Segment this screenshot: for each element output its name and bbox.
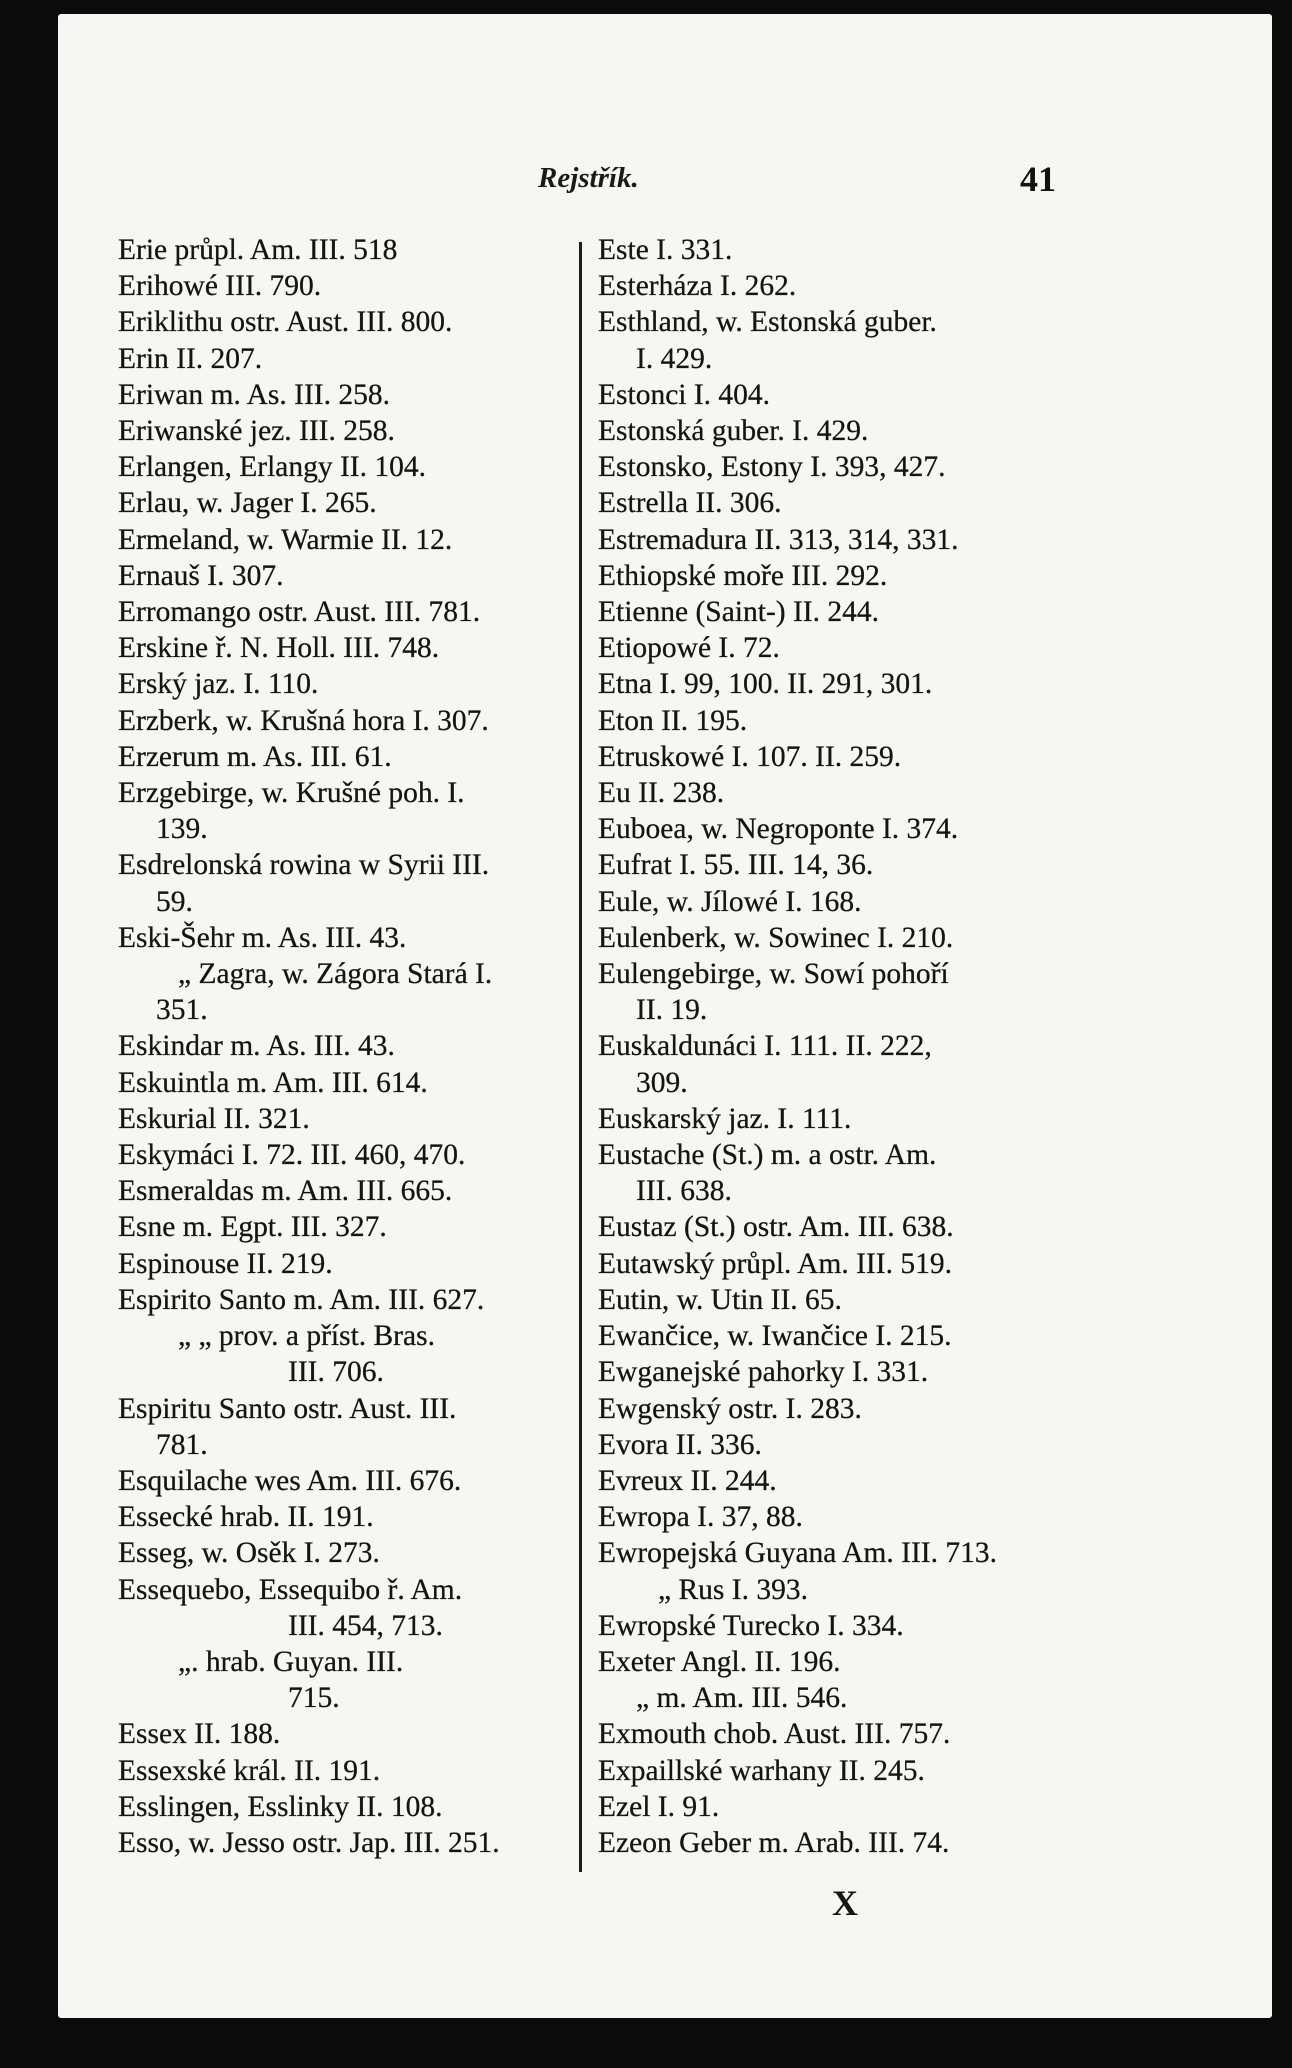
index-entry: Eustache (St.) m. a ostr. Am. [598,1139,937,1172]
index-entry: Etiopowé I. 72. [598,632,780,665]
index-entry: Erlangen, Erlangy II. 104. [118,451,427,484]
index-entry-continuation: II. 19. [636,994,708,1027]
index-entry: Estrella II. 306. [598,487,782,520]
index-entry: Eufrat I. 55. III. 14, 36. [598,849,874,882]
index-entry: Ezel I. 91. [598,1790,720,1823]
index-entry: Erský jaz. I. 110. [118,668,319,701]
index-subentry: „ Zagra, w. Zágora Stará I. [178,958,493,991]
index-entry: Euskarský jaz. I. 111. [598,1102,852,1135]
index-entry: Erihowé III. 790. [118,270,322,303]
index-entry: Evora II. 336. [598,1428,762,1461]
index-entry: Eustaz (St.) ostr. Am. III. 638. [598,1211,954,1244]
index-entry: Eutin, w. Utin II. 65. [598,1283,842,1316]
index-entry: Eriklithu ostr. Aust. III. 800. [118,306,453,339]
index-subentry: „ m. Am. III. 546. [636,1682,848,1715]
index-entry: Essexské král. II. 191. [118,1754,381,1787]
index-entry-continuation: 139. [156,813,208,846]
index-entry: Ewropa I. 37, 88. [598,1501,803,1534]
index-entry: Eskymáci I. 72. III. 460, 470. [118,1139,466,1172]
index-entry-continuation: III. 638. [636,1175,732,1208]
index-entry: Essex II. 188. [118,1718,281,1751]
index-entry: Eulengebirge, w. Sowí pohoří [598,958,949,991]
index-entry: Estonci I. 404. [598,378,771,411]
index-entry: Esquilache wes Am. III. 676. [118,1464,462,1497]
index-entry: Esterháza I. 262. [598,270,797,303]
index-entry: Expaillské warhany II. 245. [598,1754,925,1787]
index-entry: Essecké hrab. II. 191. [118,1501,374,1534]
index-entry: Eskindar m. As. III. 43. [118,1030,395,1063]
index-entry-continuation: I. 429. [636,342,713,375]
page-number: 41 [1020,159,1056,199]
index-entry: Ernauš I. 307. [118,559,284,592]
index-entry: Etienne (Saint-) II. 244. [598,596,879,629]
index-entry: Erzerum m. As. III. 61. [118,740,392,773]
index-entry-continuation: 715. [288,1682,340,1715]
index-entry: Evreux II. 244. [598,1464,777,1497]
index-entry: Erin II. 207. [118,342,263,375]
index-entry: Esseg, w. Osěk I. 273. [118,1537,380,1570]
index-entry: Ethiopské moře III. 292. [598,559,888,592]
index-entry: Ewgenský ostr. I. 283. [598,1392,862,1425]
column-divider [579,242,582,1872]
index-entry-continuation: 309. [636,1066,688,1099]
index-entry: Ermeland, w. Warmie II. 12. [118,523,453,556]
page-header [58,159,1272,212]
index-entry: Exmouth chob. Aust. III. 757. [598,1718,951,1751]
index-entry: Esso, w. Jesso ostr. Jap. III. 251. [118,1826,500,1859]
running-title: Rejstřík. [538,162,639,194]
index-subentry: „ Rus I. 393. [658,1573,808,1606]
index-entry: Erzberk, w. Krušná hora I. 307. [118,704,489,737]
index-column-left [118,232,638,1861]
index-entry: Eulenberk, w. Sowinec I. 210. [598,921,954,954]
index-entry: Eule, w. Jílowé I. 168. [598,885,862,918]
index-entry: Essequebo, Essequibo ř. Am. [118,1573,463,1606]
index-entry: Esmeraldas m. Am. III. 665. [118,1175,453,1208]
index-entry: Estonská guber. I. 429. [598,415,869,448]
index-entry: Etna I. 99, 100. II. 291, 301. [598,668,933,701]
index-entry: Erskine ř. N. Holl. III. 748. [118,632,440,665]
index-entry: Eriwanské jez. III. 258. [118,415,395,448]
index-entry: Espiritu Santo ostr. Aust. III. [118,1392,457,1425]
index-entry: Ewganejské pahorky I. 331. [598,1356,929,1389]
index-entry: Este I. 331. [598,234,733,266]
index-entry: Eton II. 195. [598,704,748,737]
index-entry: Erromango ostr. Aust. III. 781. [118,596,481,629]
index-entry: Esthland, w. Estonská guber. [598,306,937,339]
index-entry-continuation: III. 706. [288,1356,384,1389]
index-entry: Esslingen, Esslinky II. 108. [118,1790,443,1823]
index-entry: Eskurial II. 321. [118,1102,310,1135]
index-entry: Etruskowé I. 107. II. 259. [598,740,902,773]
index-entry-continuation: 781. [156,1428,208,1461]
index-entry: Estremadura II. 313, 314, 331. [598,523,959,556]
index-entry: Espirito Santo m. Am. III. 627. [118,1283,485,1316]
index-entry: Estonsko, Estony I. 393, 427. [598,451,946,484]
book-page [58,14,1272,2018]
index-entry-continuation: 351. [156,994,208,1027]
index-entry: Ewropejská Guyana Am. III. 713. [598,1537,997,1570]
index-entry: Espinouse II. 219. [118,1247,333,1280]
index-entry: Eu II. 238. [598,777,725,810]
index-entry-continuation: 59. [156,885,193,918]
index-entry: Ewančice, w. Iwančice I. 215. [598,1320,952,1353]
index-entry: Eutawský průpl. Am. III. 519. [598,1247,952,1280]
index-entry: Eriwan m. As. III. 258. [118,378,391,411]
index-entry-continuation: III. 454, 713. [288,1609,443,1642]
index-entry: Esdrelonská rowina w Syrii III. [118,849,490,882]
signature-mark: X [832,1883,858,1923]
index-entry: Erzgebirge, w. Krušné poh. I. [118,777,465,810]
index-entry: Esne m. Egpt. III. 327. [118,1211,387,1244]
index-subentry: „. hrab. Guyan. III. [178,1645,404,1678]
index-column-right [598,232,1118,1861]
index-entry: Eski-Šehr m. As. III. 43. [118,921,407,954]
index-entry: Ezeon Geber m. Arab. III. 74. [598,1826,950,1859]
index-entry: Eskuintla m. Am. III. 614. [118,1066,428,1099]
index-subentry: „ „ prov. a příst. Bras. [178,1320,435,1353]
index-entry: Erlau, w. Jager I. 265. [118,487,377,520]
index-entry: Ewropské Turecko I. 334. [598,1609,904,1642]
index-entry: Euboea, w. Negroponte I. 374. [598,813,959,846]
index-entry: Euskaldunáci I. 111. II. 222, [598,1030,932,1063]
index-entry: Exeter Angl. II. 196. [598,1645,841,1678]
index-entry: Erie průpl. Am. III. 518 [118,234,398,266]
